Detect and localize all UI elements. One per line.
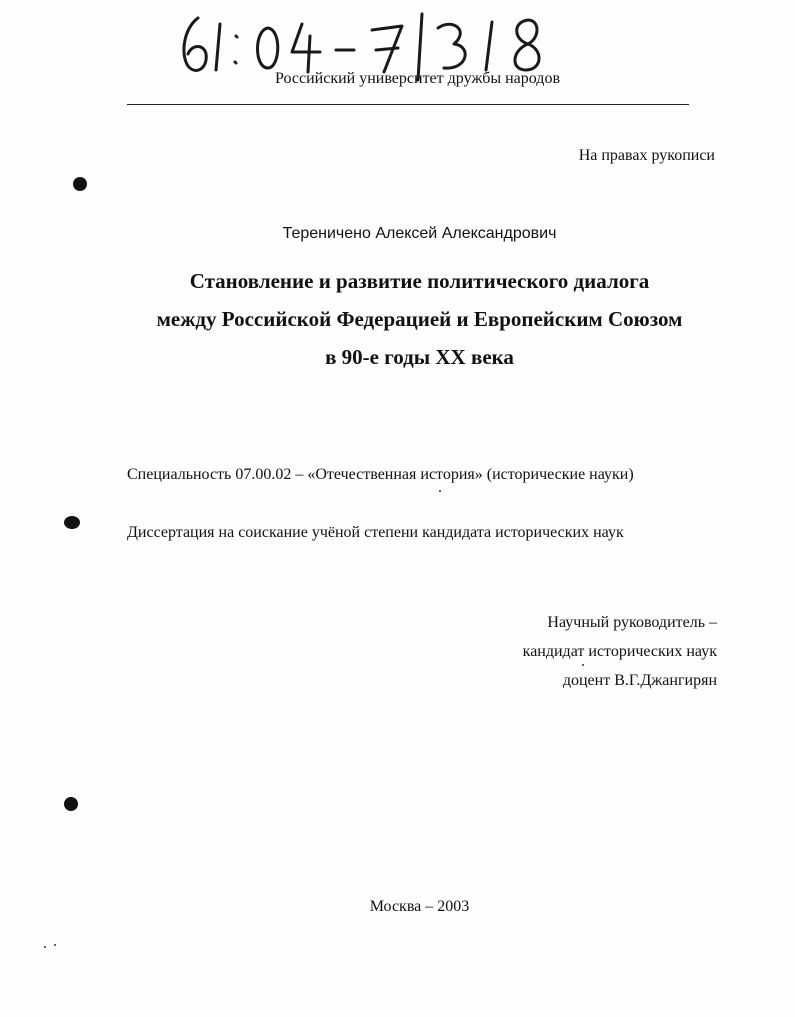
city-year: Москва – 2003 xyxy=(369,898,470,915)
dissertation-title xyxy=(0,262,795,376)
punch-hole-mark xyxy=(64,516,80,529)
author-name: Тереничено Алексей Александрович xyxy=(282,225,557,242)
supervisor-line-2: кандидат исторических наук xyxy=(522,643,717,660)
scan-speck xyxy=(54,944,56,946)
specialty-line: Специальность 07.00.02 – «Отечественная история» (исторические науки) xyxy=(127,466,634,483)
dissertation-degree-line: Диссертация на соискание учёной степени кандидата исторических наук xyxy=(127,524,624,541)
scan-speck xyxy=(582,664,584,666)
scan-speck xyxy=(44,946,46,948)
punch-hole-mark xyxy=(64,797,78,811)
supervisor-block xyxy=(523,608,717,695)
rights-stamp: На правах рукописи xyxy=(578,147,715,164)
university-name: Российский университет дружбы народов xyxy=(274,70,560,87)
title-line-1: Становление и развитие политического диалога xyxy=(189,269,650,293)
scan-speck xyxy=(439,490,441,492)
title-line-3: в 90-е годы XX века xyxy=(325,345,514,369)
title-line-2: между Российской Федерацией и Европейским Союзом xyxy=(156,307,683,331)
supervisor-line-1: Научный руководитель – xyxy=(547,614,717,631)
punch-hole-mark xyxy=(73,177,87,191)
header-divider xyxy=(127,104,689,105)
supervisor-line-3: доцент В.Г.Джангирян xyxy=(562,672,717,689)
